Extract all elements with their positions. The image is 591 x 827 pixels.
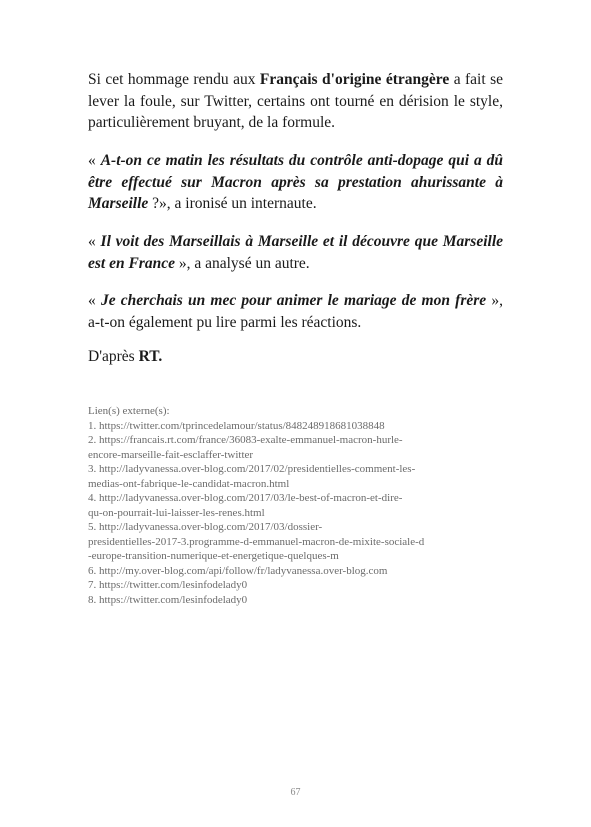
paragraph-quote-dopage [88, 150, 503, 215]
paragraph-text: ?», a ironisé un internaute. [148, 195, 317, 212]
link-line[interactable]: 6. http://my.over-blog.com/api/follow/fr/ladyvanessa.over-blog.com [88, 564, 388, 577]
link-line[interactable]: 3. http://ladyvanessa.over-blog.com/2017/02/presidentielles-comment-les- [88, 463, 416, 475]
paragraph-source [88, 346, 503, 368]
link-line[interactable]: 8. https://twitter.com/lesinfodelady0 [88, 593, 248, 606]
link-line[interactable]: 5. http://ladyvanessa.over-blog.com/2017/03/dossier- [88, 521, 323, 533]
link-line[interactable]: 4. http://ladyvanessa.over-blog.com/2017/03/le-best-of-macron-et-dire- [88, 492, 403, 504]
bold-phrase: Français d'origine étrangère [259, 71, 450, 88]
quote-open: « [88, 233, 101, 250]
link-line[interactable]: 2. https://francais.rt.com/france/36083-exalte-emmanuel-macron-hurle- [88, 434, 403, 446]
quote-open: « [88, 292, 101, 309]
link-line[interactable]: medias-ont-fabrique-le-candidat-macron.html [88, 477, 290, 490]
link-line[interactable]: 1. https://twitter.com/tprincedelamour/status/848248918681038848 [88, 419, 385, 432]
paragraph-text: a fait se lever la foule, sur Twitter, certains ont tourné en dérision le style, particulièrement bruyant, de la formule. [88, 71, 503, 131]
link-line[interactable]: 7. https://twitter.com/lesinfodelady0 [88, 579, 248, 591]
paragraph-text: D'après [88, 348, 139, 365]
link-line[interactable]: presidentielles-2017-3.programme-d-emmanuel-macron-de-mixite-sociale-d [88, 535, 425, 548]
link-line[interactable]: qu-on-pourrait-lui-laisser-les-renes.html [88, 506, 265, 519]
external-links-heading: Lien(s) externe(s): [88, 405, 170, 417]
paragraph-text: Si cet hommage rendu aux [88, 71, 260, 88]
quote-text: Il voit des Marseillais à Marseille et il découvre que Marseille est en France [88, 233, 504, 272]
external-links [88, 404, 508, 607]
paragraph-quote-mariage [88, 290, 503, 333]
link-line[interactable]: encore-marseille-fait-esclaffer-twitter [88, 448, 254, 461]
quote-open: « [88, 152, 101, 169]
paragraph-hommage [88, 69, 503, 134]
page-number: 67 [290, 787, 301, 798]
quote-text: Je cherchais un mec pour animer le mariage de mon frère [100, 292, 487, 309]
paragraph-text: », a-t-on également pu lire parmi les réactions. [88, 292, 503, 331]
quote-text: A-t-on ce matin les résultats du contrôle anti-dopage qui a dû être effectué sur Macron après sa prestation ahurissante à Marseille [88, 152, 504, 212]
paragraph-text: », a analysé un autre. [174, 254, 310, 272]
link-line[interactable]: -europe-transition-numerique-et-energetique-quelques-m [88, 550, 339, 562]
paragraph-quote-marseillais [88, 231, 503, 274]
source-name: RT. [138, 348, 163, 365]
